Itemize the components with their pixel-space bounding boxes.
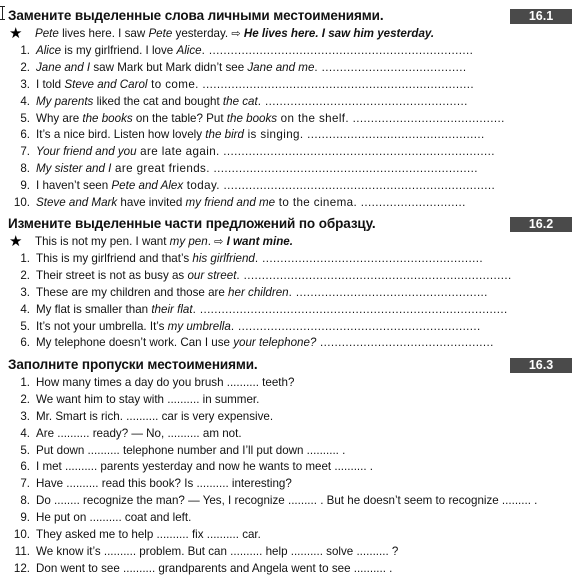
item-number: 4.	[20, 302, 30, 316]
item-sentence	[36, 376, 294, 389]
sentence-fragment: are late again. ...........................................................................	[136, 145, 495, 159]
exercise-section-16-1	[0, 8, 582, 212]
example-text	[35, 235, 293, 248]
sentence-fragment: Why are	[36, 111, 83, 125]
sentence-fragment: have invited	[117, 196, 186, 210]
highlighted-words: My parents	[36, 94, 94, 108]
item-number: 2.	[20, 268, 30, 282]
item-number: 5.	[20, 111, 30, 125]
item-number: 3.	[20, 77, 30, 91]
item-sentence	[36, 269, 512, 282]
highlighted-words: Steve and Mark	[36, 196, 118, 210]
highlighted-words: her children	[228, 285, 289, 299]
exercise-item	[0, 302, 582, 319]
item-number: 8.	[20, 494, 30, 508]
highlighted-words: Alice	[36, 44, 62, 57]
highlighted-words: my umbrella	[167, 319, 231, 333]
item-number: 4.	[20, 94, 30, 108]
arrow-icon: ⇨	[231, 28, 241, 40]
highlighted-words: the bird	[205, 128, 244, 142]
section-header	[8, 357, 572, 375]
sentence-fragment: is singing. .................................................	[243, 128, 485, 142]
sentence-fragment: . ...................................................................	[230, 319, 481, 333]
sentence-fragment: on the shelf. ..........................................	[277, 111, 505, 125]
section-title: Замените выделенные слова личными местоимениями.	[8, 8, 384, 23]
exercise-item	[0, 426, 582, 443]
sentence-fragment: They asked me to help .......... fix .......... car.	[36, 528, 261, 542]
item-number: 6.	[20, 128, 30, 142]
exercise-item	[0, 561, 582, 578]
sentence-fragment: I haven’t seen	[36, 179, 112, 193]
item-sentence	[36, 393, 259, 406]
sentence-fragment: . .........................................................................	[201, 44, 474, 57]
sentence-fragment: This is my girlfriend and that’s	[36, 252, 193, 265]
exercise-item	[0, 195, 582, 212]
item-sentence	[36, 427, 242, 440]
sentence-fragment: . .....................................................	[288, 285, 488, 299]
highlighted-words: the books	[226, 111, 278, 125]
exercise-item	[0, 161, 582, 178]
highlighted-words: Jane and I	[36, 60, 91, 74]
exercise-item	[0, 60, 582, 77]
exercise-item	[0, 459, 582, 476]
item-sentence	[36, 61, 467, 74]
item-sentence	[36, 562, 392, 575]
exercise-list	[0, 251, 582, 352]
example-answer: I want mine.	[223, 235, 293, 248]
item-sentence	[36, 320, 481, 333]
exercise-list	[0, 43, 582, 212]
item-number: 6.	[20, 336, 30, 350]
item-number: 1.	[20, 44, 30, 57]
exercise-item	[0, 268, 582, 285]
sentence-fragment: . .....................................................................................	[192, 302, 508, 316]
item-sentence	[36, 179, 495, 192]
sentence-fragment: It’s not your umbrella. It’s	[36, 319, 168, 333]
sentence-fragment: My flat is smaller than	[36, 302, 152, 316]
sentence-fragment: . ........................................	[314, 60, 467, 74]
example-sentence	[0, 26, 582, 43]
sentence-fragment: This is not my pen. I want	[35, 235, 170, 248]
highlighted-words: Pete and Alex	[111, 179, 184, 193]
item-number: 12.	[13, 561, 30, 575]
exercise-item	[0, 178, 582, 195]
highlighted-words: Jane and me	[247, 60, 315, 74]
sentence-fragment: Have .......... read this book? Is .......... interesting?	[36, 477, 292, 491]
section-header	[8, 216, 572, 234]
highlighted-words: Pete	[148, 27, 173, 40]
item-sentence	[36, 44, 473, 57]
item-number: 5.	[20, 319, 30, 333]
sentence-fragment: lives here. I saw	[58, 27, 149, 40]
item-sentence	[36, 145, 495, 158]
exercise-item	[0, 375, 582, 392]
item-sentence	[36, 128, 485, 141]
sentence-fragment: yesterday.	[172, 27, 232, 40]
item-sentence	[36, 252, 483, 265]
section-number-badge: 16.1	[510, 9, 572, 24]
exercise-item	[0, 443, 582, 460]
exercise-item	[0, 392, 582, 409]
sentence-fragment: on the table? Put	[132, 111, 227, 125]
sentence-fragment: saw Mark but Mark didn’t see	[90, 60, 248, 74]
sentence-fragment: Put down .......... telephone number and I’ll put down .......... .	[36, 443, 346, 457]
sentence-fragment: to the cinema. .............................	[275, 196, 466, 210]
highlighted-words: Steve and Carol	[64, 77, 148, 91]
exercise-item	[0, 409, 582, 426]
star-icon: ★	[9, 233, 23, 250]
item-number: 1.	[20, 376, 30, 389]
sentence-fragment: Are .......... ready? — No, .......... am not.	[36, 426, 242, 440]
item-number: 5.	[20, 443, 30, 457]
sentence-fragment: are great friends. .........................................................................	[111, 162, 478, 176]
sentence-fragment: He put on .......... coat and left.	[36, 511, 192, 525]
star-icon: ★	[9, 25, 23, 42]
sentence-fragment: .	[207, 235, 215, 248]
example-sentence	[0, 234, 582, 251]
example-answer: He lives here. I saw him yesterday.	[240, 27, 435, 40]
item-number: 7.	[20, 477, 30, 491]
sentence-fragment: . ..........................................................................	[236, 268, 512, 282]
exercise-item	[0, 127, 582, 144]
sentence-fragment: to come. ...........................................................................	[147, 77, 474, 91]
highlighted-words: his girlfriend	[192, 252, 255, 265]
item-number: 6.	[20, 460, 30, 474]
exercise-item	[0, 144, 582, 161]
exercise-item	[0, 43, 582, 60]
exercise-item	[0, 285, 582, 302]
exercise-item	[0, 111, 582, 128]
sentence-fragment: Their street is not as busy as	[36, 268, 188, 282]
exercise-item	[0, 510, 582, 527]
sentence-fragment: It’s a nice bird. Listen how lovely	[36, 128, 206, 142]
exercise-item	[0, 476, 582, 493]
section-number-badge: 16.2	[510, 217, 572, 232]
item-number: 10.	[13, 528, 30, 542]
highlighted-words: my pen	[169, 235, 208, 248]
exercise-item	[0, 527, 582, 544]
item-sentence	[36, 286, 488, 299]
highlighted-words: Pete	[35, 27, 59, 40]
highlighted-words: the books	[82, 111, 133, 125]
highlighted-words: Your friend and you	[36, 145, 137, 159]
item-sentence	[36, 494, 537, 507]
item-number: 10.	[13, 196, 30, 210]
item-number: 9.	[20, 179, 30, 193]
item-sentence	[36, 477, 292, 490]
item-sentence	[36, 303, 508, 316]
item-number: 3.	[20, 409, 30, 423]
sentence-fragment: We know it’s .......... problem. But can .......... help .......... solve .......... ?	[36, 544, 399, 558]
sentence-fragment: We want him to stay with .......... in summer.	[36, 392, 260, 406]
exercise-item	[0, 544, 582, 561]
highlighted-words: our street	[187, 268, 237, 282]
item-sentence	[36, 444, 345, 457]
example-text	[35, 27, 434, 40]
arrow-icon: ⇨	[214, 236, 224, 248]
item-sentence	[36, 336, 494, 349]
exercise-item	[0, 319, 582, 336]
item-sentence	[36, 112, 505, 125]
sentence-fragment: Don went to see .......... grandparents and Angela went to see .......... .	[36, 561, 393, 575]
sentence-fragment: Mr. Smart is rich. .......... car is very expensive.	[36, 409, 274, 423]
exercise-section-16-3	[0, 357, 582, 578]
sentence-fragment: I told	[36, 77, 65, 91]
item-number: 8.	[20, 162, 30, 176]
item-sentence	[36, 528, 261, 541]
exercise-item	[0, 94, 582, 111]
highlighted-words: Alice	[176, 44, 202, 57]
item-sentence	[36, 78, 474, 91]
sentence-fragment: is my girlfriend. I love	[61, 44, 177, 57]
exercise-list	[0, 375, 582, 578]
item-number: 7.	[20, 145, 30, 159]
section-title: Измените выделенные части предложений по образцу.	[8, 216, 376, 231]
exercise-item	[0, 251, 582, 268]
sentence-fragment: These are my children and those are	[36, 285, 229, 299]
highlighted-words: my friend and me	[185, 196, 276, 210]
item-sentence	[36, 95, 468, 108]
sentence-fragment: My telephone doesn’t work. Can I use	[36, 336, 234, 350]
item-sentence	[36, 162, 478, 175]
item-number: 1.	[20, 252, 30, 265]
item-sentence	[36, 545, 398, 558]
sentence-fragment: . ........................................................	[257, 94, 468, 108]
sentence-fragment: today. ...........................................................................	[183, 179, 496, 193]
highlighted-words: their flat	[151, 302, 193, 316]
sentence-fragment: liked the cat and bought	[93, 94, 223, 108]
highlighted-words: My sister and I	[36, 162, 112, 176]
highlighted-words: the cat	[222, 94, 258, 108]
item-number: 3.	[20, 285, 30, 299]
item-number: 2.	[20, 60, 30, 74]
sentence-fragment: Do ........ recognize the man? — Yes, I recognize ......... . But he doesn’t seem to recognize ......... .	[36, 494, 538, 508]
sentence-fragment: How many times a day do you brush .......... teeth?	[36, 376, 295, 389]
exercise-item	[0, 335, 582, 352]
exercise-section-16-2	[0, 216, 582, 352]
highlighted-words: your telephone?	[233, 336, 317, 350]
item-sentence	[36, 196, 466, 209]
item-sentence	[36, 460, 373, 473]
sentence-fragment: ................................................	[316, 336, 494, 350]
sentence-fragment: I met .......... parents yesterday and now he wants to meet .......... .	[36, 460, 374, 474]
item-sentence	[36, 511, 191, 524]
section-header	[8, 8, 572, 26]
item-number: 4.	[20, 426, 30, 440]
item-number: 9.	[20, 511, 30, 525]
section-number-badge: 16.3	[510, 358, 572, 373]
exercise-item	[0, 77, 582, 94]
sentence-fragment: . .............................................................	[254, 252, 484, 265]
item-sentence	[36, 410, 273, 423]
section-title: Заполните пропуски местоимениями.	[8, 357, 258, 372]
exercise-item	[0, 493, 582, 510]
item-number: 2.	[20, 392, 30, 406]
item-number: 11.	[14, 544, 30, 558]
